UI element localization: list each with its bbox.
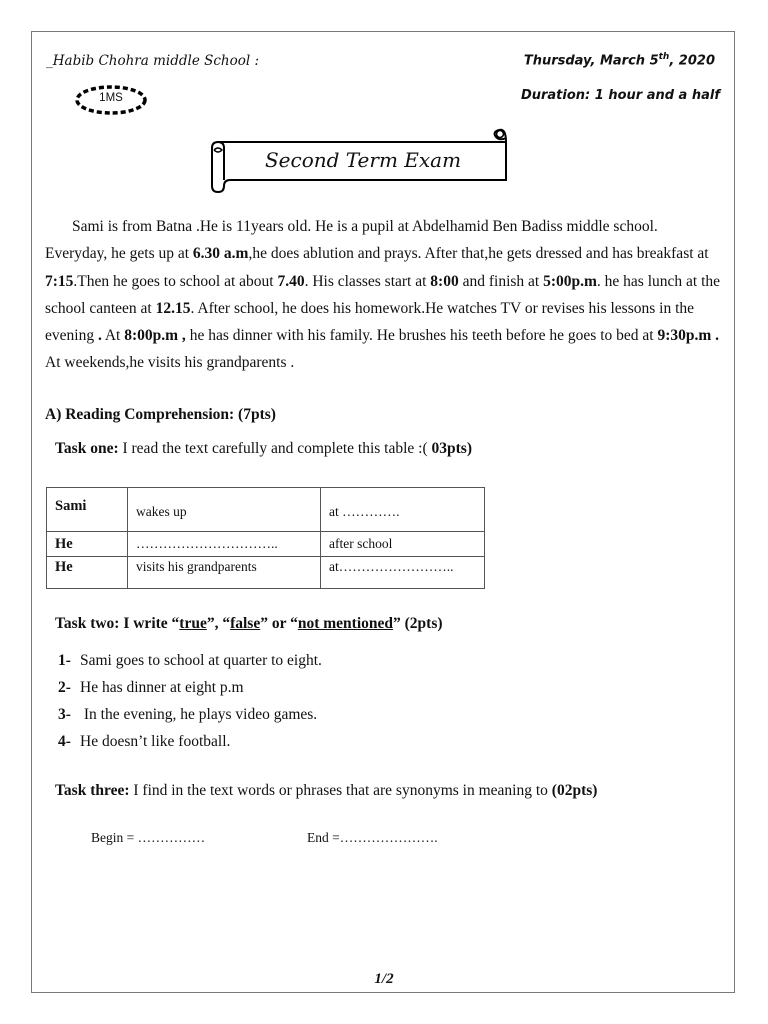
table-cell: He — [47, 532, 128, 557]
table-row — [47, 488, 485, 532]
table-cell: after school — [321, 532, 485, 557]
list-item: 1- Sami goes to school at quarter to eight. — [58, 652, 322, 669]
table-cell[interactable]: ………………………….. — [128, 532, 321, 557]
table-cell: Sami — [47, 488, 128, 532]
exam-duration: Duration: 1 hour and a half — [520, 88, 720, 103]
task-one-instruction: Task one: I read the text carefully and complete this table :( 03pts) — [55, 440, 472, 457]
task-three-instruction: Task three: I find in the text words or phrases that are synonyms in meaning to (02pts) — [55, 782, 598, 799]
page-number: 1/2 — [374, 971, 394, 987]
exam-title: Second Term Exam — [264, 148, 462, 172]
exam-date: Thursday, March 5th, 2020 — [523, 52, 715, 69]
level-label: 1MS — [99, 92, 123, 104]
table-cell[interactable]: at…………………….. — [321, 557, 485, 589]
comprehension-table — [46, 487, 485, 589]
table-row — [47, 532, 485, 557]
list-item: 4- He doesn’t like football. — [58, 733, 231, 750]
reading-passage: Sami is from Batna .He is 11years old. He is a pupil at Abdelhamid Ben Badiss middle school. Everyday, he gets up at 6.30 a.m,he does ablution and prays. After that,he gets dressed and has breakfast at 7:15.Then he goes to school at about 7.40. His classes start at 8:00 and finish at 5:00p.m. he has lunch at the school canteen at 12.15. After school, he does his homework.He watches TV or revises his lessons in the evening . At 8:00p.m , he has dinner with his family. He brushes his teeth before he goes to bed at 9:30p.m . At weekends,he visits his grandparents . — [45, 218, 721, 372]
synonym-begin-field[interactable]: Begin = …………… — [91, 830, 206, 845]
list-item: 3- In the evening, he plays video games. — [58, 706, 318, 723]
title-scroll-banner — [206, 124, 520, 194]
table-cell: at …………. — [321, 488, 485, 532]
table-row — [47, 557, 485, 589]
list-item: 2- He has dinner at eight p.m — [58, 679, 244, 696]
synonym-end-field[interactable]: End =…………………. — [307, 830, 438, 845]
table-cell: He — [47, 557, 128, 589]
level-badge — [74, 84, 148, 116]
school-name: _Habib Chohra middle School : — [46, 53, 260, 69]
section-heading: A) Reading Comprehension: (7pts) — [45, 406, 276, 423]
table-cell: wakes up — [128, 488, 321, 532]
table-cell: visits his grandparents — [128, 557, 321, 589]
task-two-instruction: Task two: I write “true”, “false” or “not mentioned” (2pts) — [55, 615, 443, 632]
